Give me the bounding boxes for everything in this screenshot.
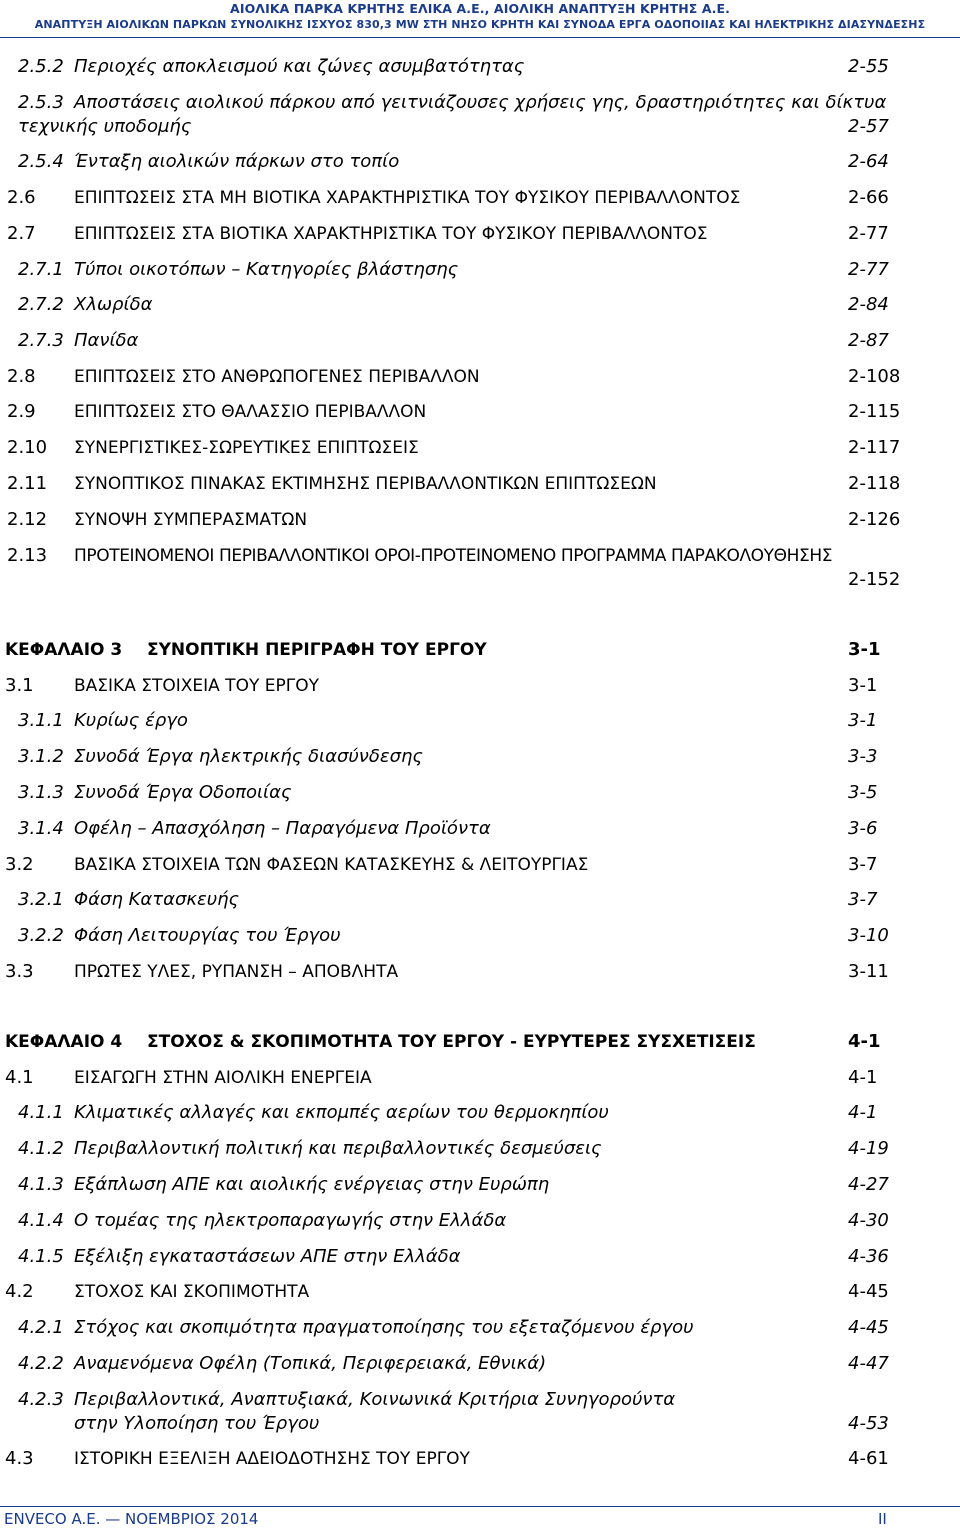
toc-title: Στόχος και σκοπιμότητα πραγματοποίησης του εξεταζόμενου έργου <box>74 1317 694 1338</box>
toc-number: 2.6 <box>7 187 36 208</box>
toc-number: 3.1.4 <box>18 818 64 839</box>
toc-title: Εξάπλωση ΑΠΕ και αιολικής ενέργειας στην Ευρώπη <box>74 1174 550 1195</box>
toc-title: Εξέλιξη εγκαταστάσεων ΑΠΕ στην Ελλάδα <box>74 1246 461 1267</box>
toc-title: Φάση Κατασκευής <box>74 889 240 910</box>
chapter-title: ΣΥΝΟΠΤΙΚΗ ΠΕΡΙΓΡΑΦΗ ΤΟΥ ΕΡΓΟΥ <box>147 640 487 660</box>
toc-number: 4.2.1 <box>18 1317 64 1338</box>
toc-number: 3.2 <box>5 854 34 875</box>
toc-title: Οφέλη – Απασχόληση – Παραγόμενα Προϊόντα <box>74 818 491 839</box>
toc-page: 2-118 <box>848 473 901 494</box>
toc-title: Αποστάσεις αιολικού πάρκου από γειτνιάζουσες χρήσεις γης, δραστηριότητες και δίκτυα <box>74 92 887 113</box>
toc-number: 4.1.1 <box>18 1102 64 1123</box>
toc-page: 4-27 <box>848 1174 889 1195</box>
toc-title: ΕΠΙΠΤΩΣΕΙΣ ΣΤΑ ΒΙΟΤΙΚΑ ΧΑΡΑΚΤΗΡΙΣΤΙΚΑ ΤΟΥ ΦΥΣΙΚΟΥ ΠΕΡΙΒΑΛΛΟΝΤΟΣ <box>74 224 708 244</box>
toc-page: 2-77 <box>848 223 889 244</box>
toc-title: Περιβαλλοντική πολιτική και περιβαλλοντικές δεσμεύσεις <box>74 1138 602 1159</box>
toc-title: Περιοχές αποκλεισμού και ζώνες ασυμβατότητας <box>74 56 525 77</box>
toc-number: 2.12 <box>7 509 48 530</box>
toc-page: 2-55 <box>848 56 889 77</box>
toc-page: 4-45 <box>848 1317 889 1338</box>
toc-title: Περιβαλλοντικά, Αναπτυξιακά, Κοινωνικά Κριτήρια Συνηγορούντα <box>74 1389 676 1410</box>
toc-number: 4.1.3 <box>18 1174 64 1195</box>
toc-number: 2.5.4 <box>18 151 64 172</box>
chapter-number: ΚΕΦΑΛΑΙΟ 4 <box>5 1032 123 1052</box>
page-footer <box>0 1496 960 1530</box>
toc-number: 2.8 <box>7 366 36 387</box>
toc-title-continued: στην Υλοποίηση του Έργου <box>74 1413 320 1434</box>
toc-number: 4.2 <box>5 1281 34 1302</box>
toc-title: ΠΡΩΤΕΣ ΥΛΕΣ, ΡΥΠΑΝΣΗ – ΑΠΟΒΛΗΤΑ <box>74 962 399 982</box>
toc-title-continued: τεχνικής υποδομής <box>18 116 192 137</box>
header-title: ΑΙΟΛΙΚΑ ΠΑΡΚΑ ΚΡΗΤΗΣ ΕΛΙΚΑ Α.Ε., ΑΙΟΛΙΚΗ ΑΝΑΠΤΥΞΗ ΚΡΗΤΗΣ Α.Ε. <box>230 1 730 16</box>
toc-title: Κλιματικές αλλαγές και εκπομπές αερίων του θερμοκηπίου <box>74 1102 609 1123</box>
toc-page: 3-7 <box>848 854 878 875</box>
toc-title: Συνοδά Έργα Οδοποιίας <box>74 782 292 803</box>
toc-page: 2-84 <box>848 294 889 315</box>
toc-page: 3-5 <box>848 782 878 803</box>
toc-page: 4-36 <box>848 1246 889 1267</box>
chapter-page: 3-1 <box>848 639 881 660</box>
toc-page: 3-3 <box>848 746 878 767</box>
toc-title: Συνοδά Έργα ηλεκτρικής διασύνδεσης <box>74 746 423 767</box>
toc-page: 2-66 <box>848 187 889 208</box>
toc-page: 2-152 <box>848 569 901 590</box>
toc-page: 2-117 <box>848 437 901 458</box>
toc-number: 3.2.2 <box>18 925 64 946</box>
toc-page: 2-87 <box>848 330 889 351</box>
toc-number: 4.1.5 <box>18 1246 64 1267</box>
toc-title: ΕΠΙΠΤΩΣΕΙΣ ΣΤΟ ΘΑΛΑΣΣΙΟ ΠΕΡΙΒΑΛΛΟΝ <box>74 402 427 422</box>
footer-divider <box>0 1506 960 1507</box>
toc-title: ΕΠΙΠΤΩΣΕΙΣ ΣΤΑ ΜΗ ΒΙΟΤΙΚΑ ΧΑΡΑΚΤΗΡΙΣΤΙΚΑ ΤΟΥ ΦΥΣΙΚΟΥ ΠΕΡΙΒΑΛΛΟΝΤΟΣ <box>74 188 741 208</box>
toc-number: 4.1 <box>5 1067 34 1088</box>
toc-page: 3-1 <box>848 710 878 731</box>
page-number: II <box>878 1510 887 1528</box>
toc-number: 3.1.1 <box>18 710 64 731</box>
chapter-page: 4-1 <box>848 1031 881 1052</box>
toc-title: Πανίδα <box>74 330 139 351</box>
toc-number: 4.1.2 <box>18 1138 64 1159</box>
toc-page: 2-108 <box>848 366 901 387</box>
toc-number: 2.11 <box>7 473 48 494</box>
toc-page: 4-1 <box>848 1102 878 1123</box>
toc-number: 2.9 <box>7 401 36 422</box>
toc-number: 3.1.2 <box>18 746 64 767</box>
toc-page: 4-30 <box>848 1210 889 1231</box>
toc-number: 4.2.3 <box>18 1389 64 1410</box>
header-subtitle: ΑΝΑΠΤΥΞΗ ΑΙΟΛΙΚΩΝ ΠΑΡΚΩΝ ΣΥΝΟΛΙΚΗΣ ΙΣΧΥΟΣ 830,3 MW ΣΤΗ ΝΗΣΟ ΚΡΗΤΗ ΚΑΙ ΣΥΝΟΔΑ ΕΡΓΑ ΟΔΟΠΟΙΙΑΣ ΚΑΙ ΗΛΕΚΤΡΙΚΗΣ ΔΙΑΣΥΝΔΕΣΗΣ <box>34 18 926 31</box>
toc-title: ΣΥΝΟΠΤΙΚΟΣ ΠΙΝΑΚΑΣ ΕΚΤΙΜΗΣΗΣ ΠΕΡΙΒΑΛΛΟΝΤΙΚΩΝ ΕΠΙΠΤΩΣΕΩΝ <box>74 474 657 494</box>
toc-number: 4.3 <box>5 1448 34 1469</box>
toc-number: 3.1.3 <box>18 782 64 803</box>
toc-title: Κυρίως έργο <box>74 710 188 731</box>
chapter-number: ΚΕΦΑΛΑΙΟ 3 <box>5 640 123 660</box>
toc-title: ΒΑΣΙΚΑ ΣΤΟΙΧΕΙΑ ΤΟΥ ΕΡΓΟΥ <box>74 676 319 696</box>
header-divider <box>0 37 960 38</box>
page-header <box>0 0 960 38</box>
toc-title: ΒΑΣΙΚΑ ΣΤΟΙΧΕΙΑ ΤΩΝ ΦΑΣΕΩΝ ΚΑΤΑΣΚΕΥΗΣ & ΛΕΙΤΟΥΡΓΙΑΣ <box>74 855 589 875</box>
toc-title: ΠΡΟΤΕΙΝΟΜΕΝΟΙ ΠΕΡΙΒΑΛΛΟΝΤΙΚΟΙ ΟΡΟΙ-ΠΡΟΤΕΙΝΟΜΕΝΟ ΠΡΟΓΡΑΜΜΑ ΠΑΡΑΚΟΛΟΥΘΗΣΗΣ <box>74 546 833 566</box>
toc-number: 3.1 <box>5 675 34 696</box>
toc-page: 3-1 <box>848 675 878 696</box>
toc-title: Ο τομέας της ηλεκτροπαραγωγής στην Ελλάδα <box>74 1210 507 1231</box>
toc-number: 2.7.1 <box>18 259 64 280</box>
toc-number: 4.1.4 <box>18 1210 64 1231</box>
toc-number: 2.5.2 <box>18 56 64 77</box>
toc-page: 3-10 <box>848 925 889 946</box>
toc-number: 2.7.2 <box>18 294 64 315</box>
toc-page: 3-11 <box>848 961 889 982</box>
footer-company-date: ENVECO A.E. — ΝΟΕΜΒΡΙΟΣ 2014 <box>4 1510 259 1528</box>
toc-number: 2.7 <box>7 223 36 244</box>
toc-number: 3.2.1 <box>18 889 64 910</box>
toc-title: ΕΙΣΑΓΩΓΗ ΣΤΗΝ ΑΙΟΛΙΚΗ ΕΝΕΡΓΕΙΑ <box>74 1068 372 1088</box>
toc-title: ΣΥΝΕΡΓΙΣΤΙΚΕΣ-ΣΩΡΕΥΤΙΚΕΣ ΕΠΙΠΤΩΣΕΙΣ <box>74 438 419 458</box>
toc-page: 2-126 <box>848 509 901 530</box>
toc-number: 2.13 <box>7 545 48 566</box>
toc-page: 3-7 <box>848 889 878 910</box>
toc-number: 4.2.2 <box>18 1353 64 1374</box>
toc-title: Τύποι οικοτόπων – Κατηγορίες βλάστησης <box>74 259 459 280</box>
toc-title: ΙΣΤΟΡΙΚΗ ΕΞΕΛΙΞΗ ΑΔΕΙΟΔΟΤΗΣΗΣ ΤΟΥ ΕΡΓΟΥ <box>74 1449 470 1469</box>
toc-title: Φάση Λειτουργίας του Έργου <box>74 925 341 946</box>
toc-page: 4-47 <box>848 1353 889 1374</box>
toc-number: 2.7.3 <box>18 330 64 351</box>
chapter-title: ΣΤΟΧΟΣ & ΣΚΟΠΙΜΟΤΗΤΑ ΤΟΥ ΕΡΓΟΥ - ΕΥΡΥΤΕΡΕΣ ΣΥΣΧΕΤΙΣΕΙΣ <box>147 1032 756 1052</box>
toc-page: 4-61 <box>848 1448 889 1469</box>
toc-page: 4-19 <box>848 1138 889 1159</box>
toc-page: 2-64 <box>848 151 889 172</box>
toc-title: ΕΠΙΠΤΩΣΕΙΣ ΣΤΟ ΑΝΘΡΩΠΟΓΕΝΕΣ ΠΕΡΙΒΑΛΛΟΝ <box>74 367 480 387</box>
toc-title: Αναμενόμενα Οφέλη (Τοπικά, Περιφερειακά, Εθνικά) <box>74 1353 547 1374</box>
toc-page: 4-1 <box>848 1067 878 1088</box>
toc-title: ΣΥΝΟΨΗ ΣΥΜΠΕΡΑΣΜΑΤΩΝ <box>74 510 308 530</box>
toc-number: 2.5.3 <box>18 92 64 113</box>
toc-page: 2-57 <box>848 116 889 137</box>
toc-number: 2.10 <box>7 437 48 458</box>
toc-page: 2-115 <box>848 401 901 422</box>
toc-title: Ένταξη αιολικών πάρκων στο τοπίο <box>74 151 400 172</box>
toc-page: 4-53 <box>848 1413 889 1434</box>
toc-title: Χλωρίδα <box>74 294 153 315</box>
toc-page: 2-77 <box>848 259 889 280</box>
toc-page: 3-6 <box>848 818 878 839</box>
toc-title: ΣΤΟΧΟΣ ΚΑΙ ΣΚΟΠΙΜΟΤΗΤΑ <box>74 1282 310 1302</box>
toc-number: 3.3 <box>5 961 34 982</box>
toc-page: 4-45 <box>848 1281 889 1302</box>
